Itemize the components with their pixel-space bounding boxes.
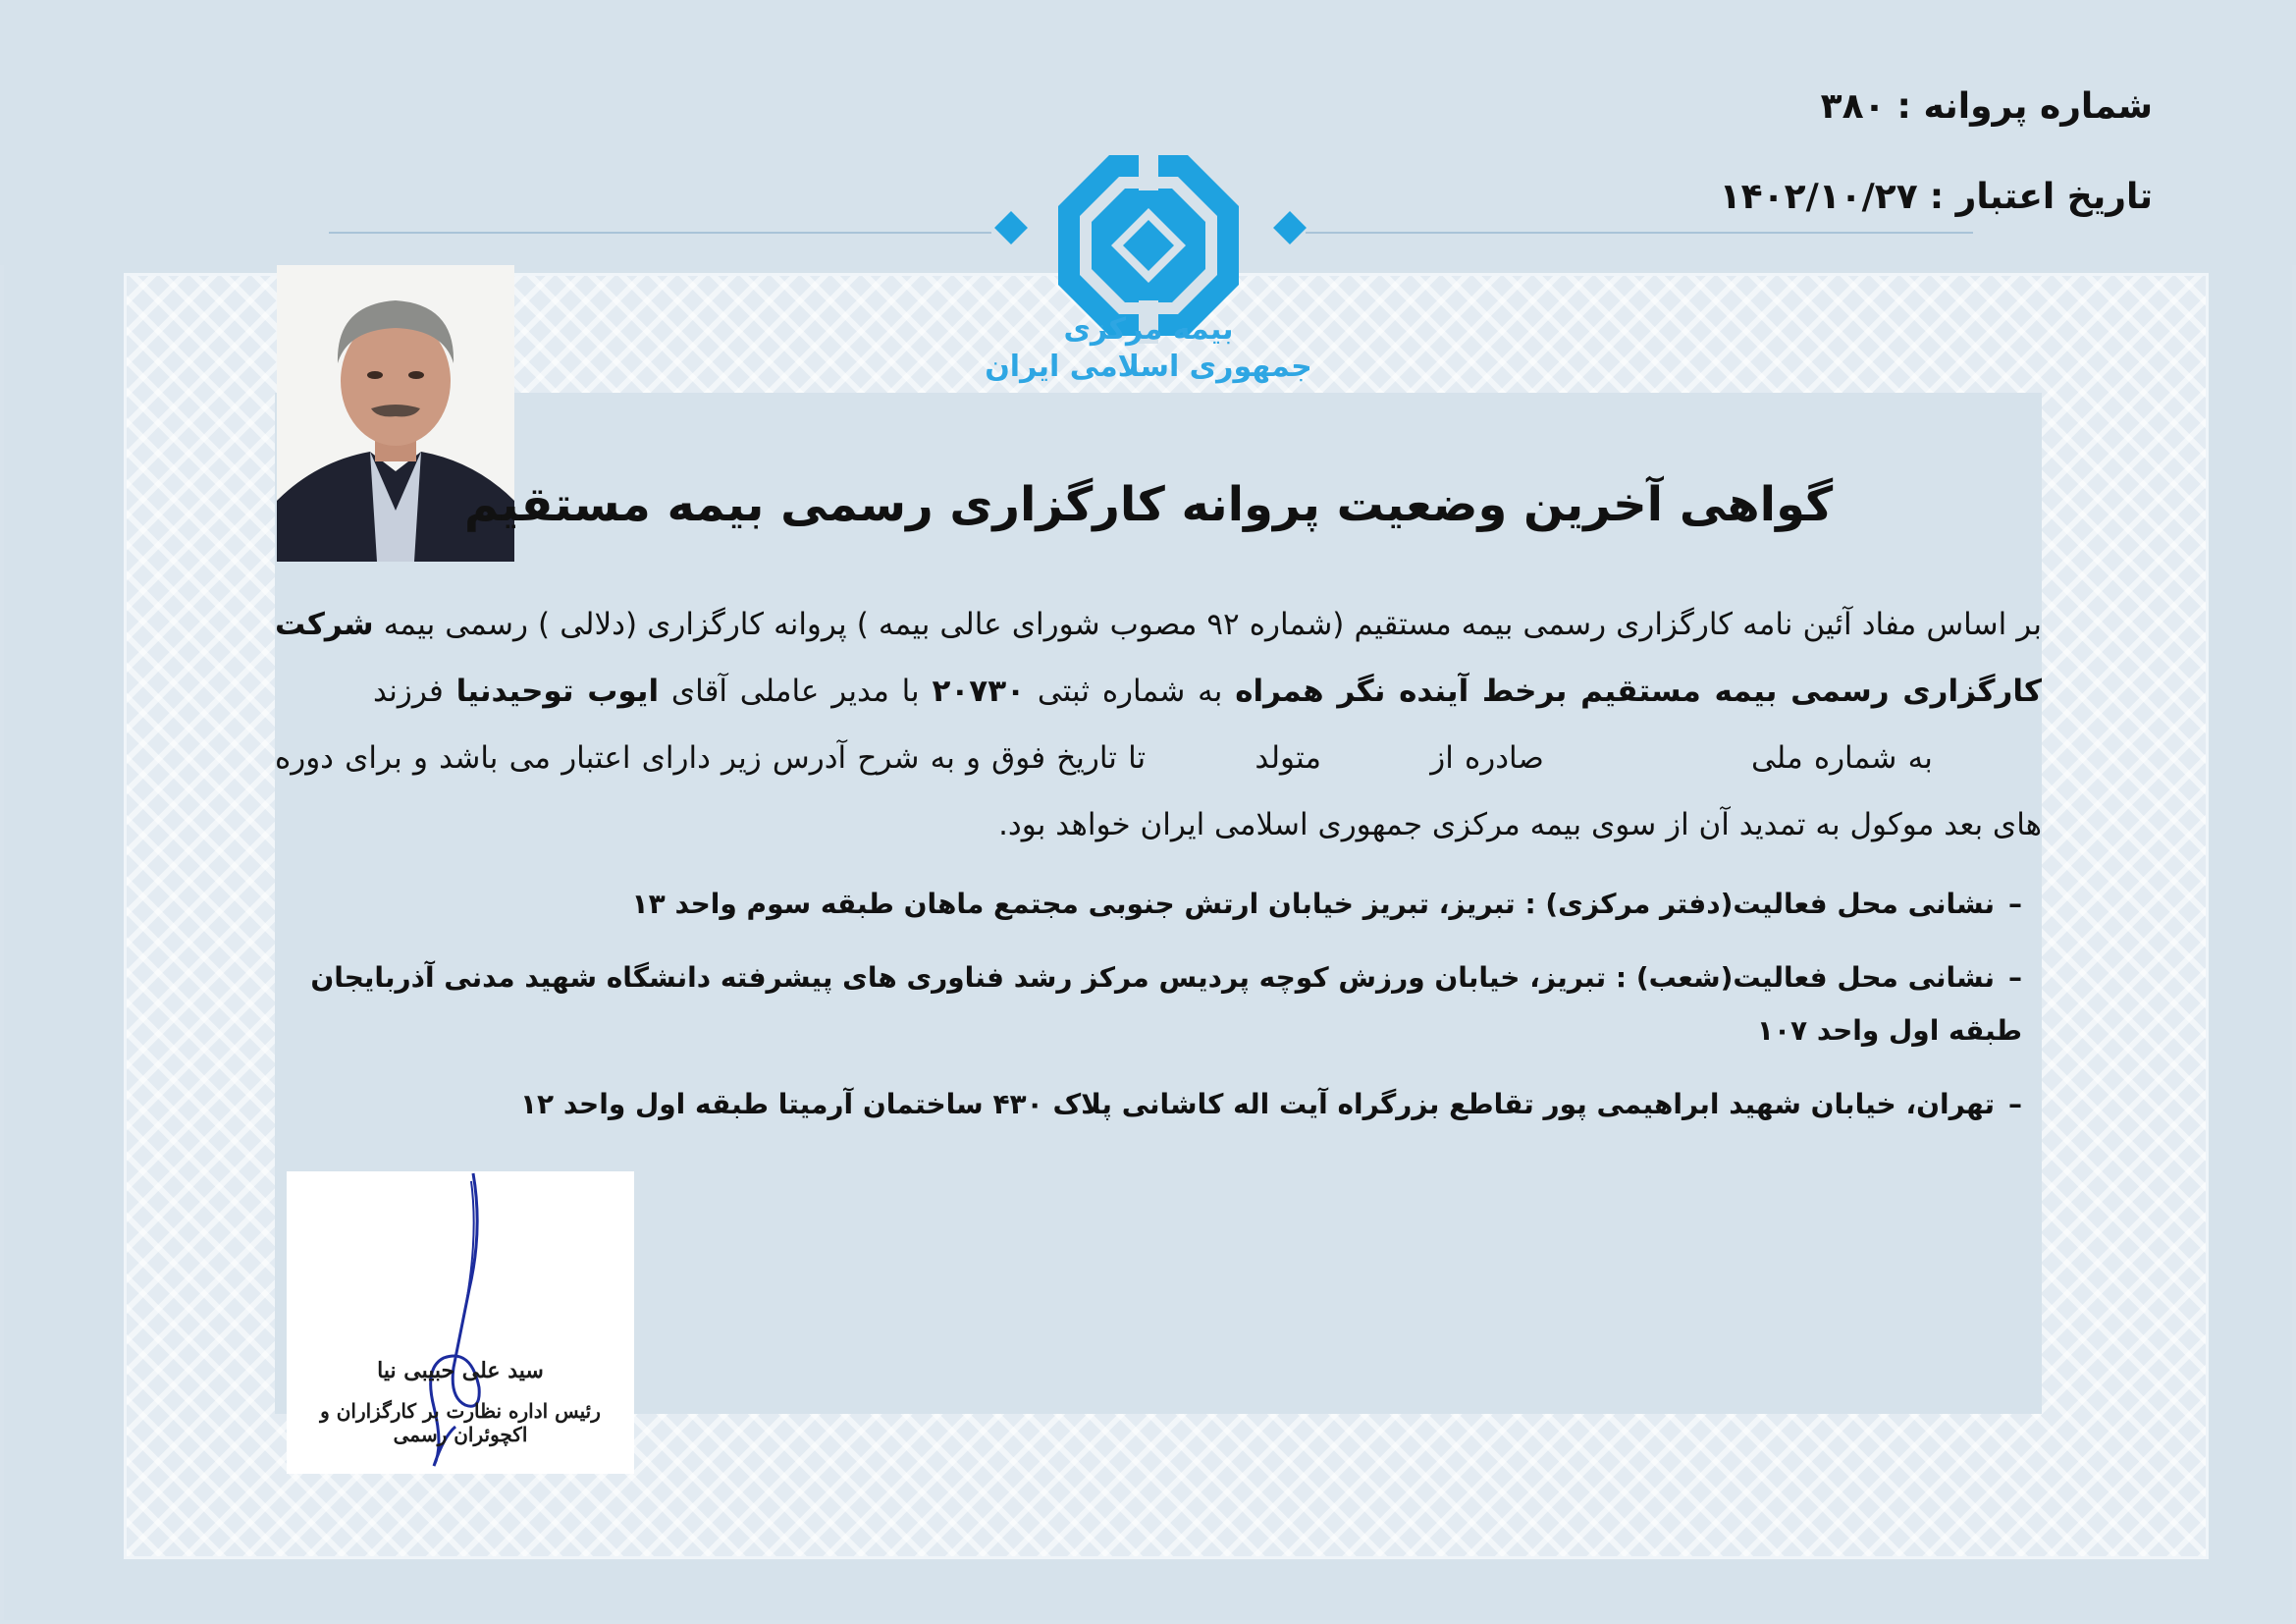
- validity-clause: تا تاریخ فوق و به شرح آدرس زیر دارای اعتبار می باشد و برای دوره های بعد موکول: [275, 740, 2042, 842]
- address-text: تهران، خیابان شهید ابراهیمی پور تقاطع بزرگراه آیت اله کاشانی پلاک ۴۳۰ ساختمان آرمیتا طبقه اول واحد ۱۲: [519, 1088, 1995, 1120]
- national-id-label: شماره ملی: [1750, 740, 1897, 776]
- certificate-body: [275, 591, 2042, 858]
- validity-date: ۱۴۰۲/۱۰/۲۷: [1719, 177, 1918, 217]
- address-text: نشانی محل فعالیت(دفتر مرکزی) : تبریز، تبریز خیابان ارتش جنوبی مجتمع ماهان طبقه سوم واحد ۱۳: [631, 888, 1995, 920]
- renewal-clause: به تمدید آن از سوی بیمه مرکزی جمهوری اسلامی ایران خواهد بود.: [998, 807, 1841, 842]
- certificate-title: گواهی آخرین وضعیت پروانه کارگزاری رسمی بیمه مستقیم: [463, 477, 1834, 532]
- reg-number: ۲۰۷۳۰: [932, 674, 1026, 709]
- header-rule-right: [1306, 232, 1973, 234]
- address-item: –نشانی محل فعالیت(شعب) : تبریز، خیابان ورزش کوچه پردیس مرکز رشد فناوری های پیشرفته دانشگاه شهید مدنی آذربایجان طبقه اول واحد ۱۰۷: [310, 961, 2022, 1047]
- company-name: کارگزاری رسمی بیمه مستقیم برخط آینده نگر همراه: [1235, 674, 2042, 709]
- body-intro: بر اساس مفاد آئین نامه کارگزاری رسمی بیمه مستقیم (شماره ۹۲ مصوب شورای عالی بیمه ) پروانه کارگزاری (دلالی ) رسمی بیمه: [383, 607, 2042, 642]
- address-item: –نشانی محل فعالیت(دفتر مرکزی) : تبریز، تبریز خیابان ارتش جنوبی مجتمع ماهان طبقه سوم واحد ۱۳: [631, 888, 2022, 920]
- signatory-role: رئیس اداره نظارت بر کارگزاران و اکچوئران رسمی: [320, 1399, 601, 1446]
- child-of-label: فرزند: [373, 674, 444, 709]
- address-list: [275, 879, 2042, 1152]
- license-number-line: [1821, 86, 2153, 127]
- reg-label: به شماره ثبتی: [1037, 674, 1223, 709]
- manager-label: با مدیر عاملی آقای: [670, 674, 920, 709]
- logo-text-line1: بیمه مرکزی: [1063, 312, 1234, 347]
- issued-from-label: صادره از: [1430, 740, 1544, 776]
- validity-label: تاریخ اعتبار :: [1929, 177, 2153, 217]
- to-label: به: [1907, 740, 1933, 776]
- manager-name: ایوب توحیدنیا: [455, 674, 660, 709]
- header-rule-left: [329, 232, 991, 234]
- validity-date-line: [1720, 177, 2153, 217]
- company-word: شرکت: [275, 607, 374, 642]
- license-number: ۳۸۰: [1820, 86, 1886, 127]
- address-item: –تهران، خیابان شهید ابراهیمی پور تقاطع بزرگراه آیت اله کاشانی پلاک ۴۳۰ ساختمان آرمیتا طبقه اول واحد ۱۲: [519, 1088, 2022, 1120]
- signatory-name: سید علی حبیبی نیا: [377, 1358, 544, 1383]
- license-label: شماره پروانه :: [1896, 86, 2153, 127]
- address-text: نشانی محل فعالیت(شعب) : تبریز، خیابان ورزش کوچه پردیس مرکز رشد فناوری های پیشرفته دانشگاه شهید مدنی آذربایجان طبقه اول واحد ۱۰۷: [310, 961, 2022, 1047]
- signature-block: [287, 1171, 634, 1474]
- born-label: متولد: [1255, 740, 1322, 776]
- logo-text-line2: جمهوری اسلامی ایران: [985, 350, 1312, 384]
